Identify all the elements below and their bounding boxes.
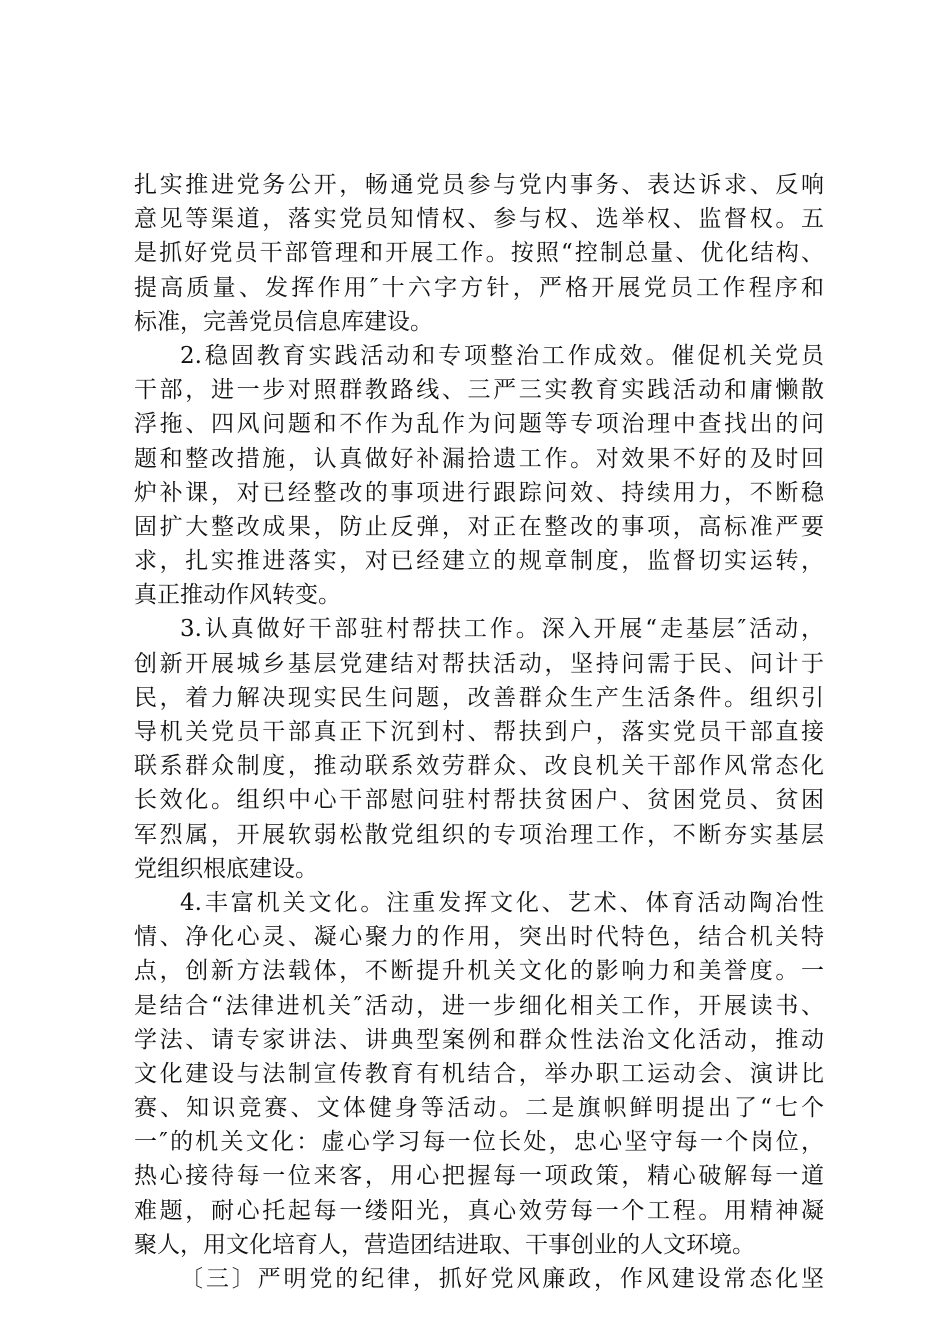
- text-line: 情、净化心灵、凝心聚力的作用，突出时代特色，结合机关特: [134, 924, 824, 951]
- text-line: 是结合“法律进机关″活动，进一步细化相关工作，开展读书、: [134, 992, 824, 1019]
- text-line: 难题，耐心托起每一缕阳光，真心效劳每一个工程。用精神凝: [134, 1197, 824, 1224]
- text-line: 点，创新方法载体，不断提升机关文化的影响力和美誉度。一: [134, 958, 824, 985]
- text-line: 炉补课，对已经整改的事项进行跟踪问效、持续用力，不断稳: [134, 479, 824, 506]
- text-line: 提高质量、发挥作用″十六字方针，严格开展党员工作程序和: [134, 274, 824, 301]
- text-line: 文化建设与法制宣传教育有机结合，举办职工运动会、演讲比: [134, 1060, 824, 1087]
- text-line: 是抓好党员干部管理和开展工作。按照“控制总量、优化结构、: [134, 240, 824, 267]
- text-line: 固扩大整改成果，防止反弹，对正在整改的事项，高标准严要: [134, 513, 824, 540]
- paragraph-start-line: 2.稳固教育实践活动和专项整治工作成效。催促机关党员: [180, 342, 824, 369]
- text-line: 题和整改措施，认真做好补漏拾遗工作。对效果不好的及时回: [134, 445, 824, 472]
- document-body: [134, 168, 824, 1296]
- text-line: 联系群众制度，推动联系效劳群众、改良机关干部作风常态化: [134, 753, 824, 780]
- text-line: 军烈属，开展软弱松散党组织的专项治理工作，不断夯实基层: [134, 821, 824, 848]
- text-line: 标准，完善党员信息库建设。: [134, 308, 433, 335]
- text-line: 长效化。组织中心干部慰问驻村帮扶贫困户、贫困党员、贫困: [134, 787, 824, 814]
- paragraph-start-line: 4.丰富机关文化。注重发挥文化、艺术、体育活动陶冶性: [180, 889, 824, 916]
- text-line: 聚人，用文化培育人，营造团结进取、干事创业的人文环境。: [134, 1231, 755, 1258]
- text-line: 扎实推进党务公开，畅通党员参与党内事务、表达诉求、反响: [134, 172, 824, 198]
- text-line: 创新开展城乡基层党建结对帮扶活动，坚持问需于民、问计于: [134, 650, 824, 677]
- text-line: 民，着力解决现实民生问题，改善群众生产生活条件。组织引: [134, 684, 824, 711]
- text-line: 热心接待每一位来客，用心把握每一项政策，精心破解每一道: [134, 1163, 824, 1190]
- text-line: 浮拖、四风问题和不作为乱作为问题等专项治理中查找出的问: [134, 411, 824, 438]
- text-line: 导机关党员干部真正下沉到村、帮扶到户，落实党员干部直接: [134, 719, 824, 745]
- text-line: 学法、请专家讲法、讲典型案例和群众性法治文化活动，推动: [134, 1026, 824, 1053]
- text-line: 求，扎实推进落实，对已经建立的规章制度，监督切实运转，: [134, 548, 824, 575]
- text-line: 一″的机关文化：虚心学习每一位长处，忠心坚守每一个岗位，: [134, 1129, 824, 1156]
- section-heading-line: 〔三〕严明党的纪律，抓好党风廉政，作风建设常态化坚: [180, 1266, 824, 1292]
- text-line: 干部，进一步对照群教路线、三严三实教育实践活动和庸懒散: [134, 377, 824, 404]
- paragraph-start-line: 3.认真做好干部驻村帮扶工作。深入开展“走基层″活动，: [180, 616, 824, 643]
- text-line: 意见等渠道，落实党员知情权、参与权、选举权、监督权。五: [134, 206, 824, 233]
- text-line: 赛、知识竞赛、文体健身等活动。二是旗帜鲜明提出了“七个: [134, 1095, 824, 1122]
- text-line: 真正推动作风转变。: [134, 582, 341, 609]
- text-line: 党组织根底建设。: [134, 855, 318, 882]
